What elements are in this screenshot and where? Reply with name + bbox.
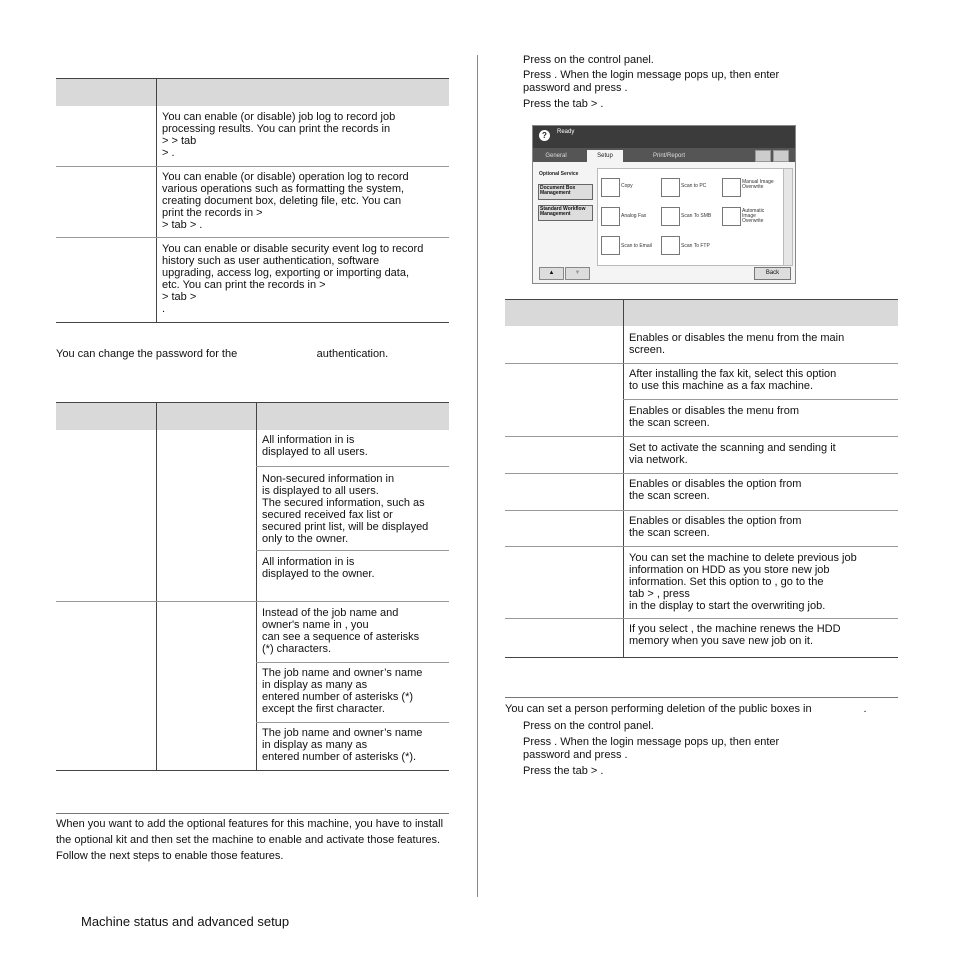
back-button[interactable]: Back: [754, 267, 791, 280]
table2-bottom-rule: [56, 770, 449, 771]
table1-rule: [56, 166, 449, 167]
printer-icon[interactable]: [755, 150, 771, 162]
step-2: Press . When the login message pops up, then enter password and press .: [523, 736, 780, 761]
analog-fax-label: Analog Fax: [621, 213, 647, 219]
table3-rule: [505, 618, 898, 619]
table1-bottom-rule: [56, 322, 449, 323]
scroll-down-button[interactable]: ▼: [565, 267, 590, 280]
column-divider: [477, 55, 478, 897]
step-1: Press on the control panel.: [523, 54, 654, 66]
table3-divider: [623, 300, 624, 657]
scan-to-ftp-label: Scan To FTP: [681, 243, 710, 249]
table2-cell: Non-secured information in is displayed to all users. The secured information, such as secured received fax list or secured print list, will be displayed only to the owner.: [262, 473, 429, 545]
tab-setup[interactable]: Setup: [587, 150, 623, 162]
home-icon[interactable]: [773, 150, 789, 162]
scan-to-pc-label: Scan to PC: [681, 183, 707, 189]
tab-print-report[interactable]: Print/Report: [652, 153, 685, 159]
table2-cell: All information in is displayed to all users.: [262, 434, 368, 458]
manual-image-overwrite-checkbox[interactable]: [722, 178, 741, 197]
table3-cell: Enables or disables the menu from the main screen.: [629, 332, 845, 356]
page-footer: Machine status and advanced setup: [81, 914, 290, 929]
table3-rule: [505, 510, 898, 511]
step-1: Press on the control panel.: [523, 720, 654, 732]
scan-to-smb-label: Scan To SMB: [681, 213, 712, 219]
section-title: Optional Service: [539, 171, 579, 177]
table2-cell: The job name and owner’s name in display as many as entered number of asterisks (*).: [262, 727, 423, 763]
table1-header: [56, 79, 449, 106]
password-text: You can change the password for the authentication.: [56, 348, 389, 360]
table2-rule: [256, 722, 449, 723]
copy-checkbox[interactable]: [601, 178, 620, 197]
control-panel-screenshot: [532, 125, 796, 284]
table3-header: [505, 300, 898, 326]
scan-to-ftp-checkbox[interactable]: [661, 236, 680, 255]
table3-rule: [505, 473, 898, 474]
table3-rule: [505, 436, 898, 437]
table2-cell: The job name and owner’s name in display as many as entered number of asterisks (*) except the first character.: [262, 667, 423, 715]
table2-rule: [256, 550, 449, 551]
manual-image-overwrite-label: Manual Image Overwrite: [742, 179, 774, 190]
copy-label: Copy: [621, 183, 633, 189]
step-3: Press the tab > .: [523, 98, 604, 110]
analog-fax-checkbox[interactable]: [601, 207, 620, 226]
step-3: Press the tab > .: [523, 765, 604, 777]
table1-rule: [56, 237, 449, 238]
table3-rule: [623, 399, 898, 400]
table3-rule: [505, 546, 898, 547]
table2-divider: [256, 403, 257, 770]
scrollbar[interactable]: [783, 168, 793, 266]
table3-cell: If you select , the machine renews the HDD memory when you save new job on it.: [629, 623, 841, 647]
table2-rule: [56, 601, 449, 602]
public-box-text: You can set a person performing deletion of the public boxes in .: [505, 703, 867, 715]
section-rule: [56, 813, 449, 814]
standard-workflow-management-button[interactable]: Standard Workflow Management: [538, 205, 593, 221]
automatic-image-overwrite-checkbox[interactable]: [722, 207, 741, 226]
table2-header: [56, 403, 449, 430]
scan-to-email-label: Scan to Email: [621, 243, 652, 249]
table3-cell: Enables or disables the menu from the scan screen.: [629, 405, 799, 429]
automatic-image-overwrite-label: Automatic Image Overwrite: [742, 208, 765, 224]
section-rule: [505, 697, 898, 698]
table2-cell: All information in is displayed to the owner.: [262, 556, 375, 580]
table3-cell: Enables or disables the option from the scan screen.: [629, 478, 802, 502]
table1-cell: You can enable (or disable) operation log to record various operations such as formatting the system, creating document box, deleting file, etc. You can print the records in > > tab > .: [162, 171, 409, 231]
help-icon: ?: [539, 130, 550, 141]
table3-cell: Set to activate the scanning and sending it via network.: [629, 442, 836, 466]
table1-divider: [156, 79, 157, 322]
table2-cell: Instead of the job name and owner's name in , you can see a sequence of asterisks (*) characters.: [262, 607, 420, 655]
table3-cell: After installing the fax kit, select this option to use this machine as a fax machine.: [629, 368, 837, 392]
panel-status-text: Ready: [557, 129, 575, 135]
tab-general[interactable]: General: [545, 153, 567, 159]
table3-bottom-rule: [505, 657, 898, 658]
step-2: Press . When the login message pops up, then enter password and press .: [523, 69, 780, 94]
scan-to-pc-checkbox[interactable]: [661, 178, 680, 197]
table2-rule: [256, 466, 449, 467]
table3-cell: Enables or disables the option from the scan screen.: [629, 515, 802, 539]
scan-to-smb-checkbox[interactable]: [661, 207, 680, 226]
table1-cell: You can enable or disable security event log to record history such as user authentication, software upgrading, access log, exporting or importing data, etc. You can print the records in > > tab > .: [162, 243, 424, 315]
table3-cell: You can set the machine to delete previous job information on HDD as you store new job information. Set this option to , go to the tab > , press in the display to start the overwriting job.: [629, 552, 857, 612]
scan-to-email-checkbox[interactable]: [601, 236, 620, 255]
scroll-up-button[interactable]: ▲: [539, 267, 564, 280]
table2-rule: [256, 662, 449, 663]
table2-divider: [156, 403, 157, 770]
table3-rule: [505, 363, 898, 364]
table1-cell: You can enable (or disable) job log to record job processing results. You can print the records in > > tab > .: [162, 111, 396, 159]
optional-features-paragraph: When you want to add the optional features for this machine, you have to install the optional kit and then set the machine to enable and activate those features. Follow the next steps to enable those features.: [56, 818, 444, 862]
document-box-management-button[interactable]: Document Box Management: [538, 184, 593, 200]
